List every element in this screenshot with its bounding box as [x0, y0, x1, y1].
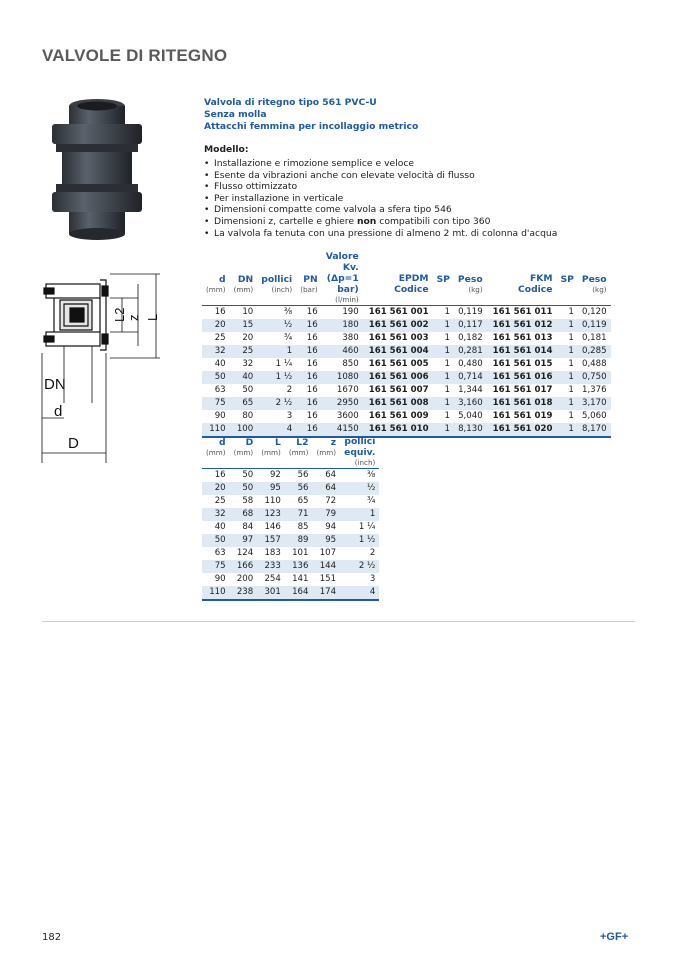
table-cell: 124: [236, 548, 254, 558]
table-cell: 3,170: [578, 397, 611, 410]
table-cell: 151: [319, 574, 337, 584]
col-header: SP: [556, 251, 577, 306]
table-cell: 0,285: [578, 345, 611, 358]
table-cell: 161 561 007: [368, 385, 429, 395]
table-cell: 16: [296, 319, 322, 332]
table-cell: 1: [433, 319, 454, 332]
model-bullet: • La valvola fa tenuta con una pressione di almeno 2 mt. di colonna d'acqua: [204, 228, 557, 240]
table-cell: 84: [242, 522, 254, 532]
table-cell: 5,060: [581, 411, 607, 421]
table-cell: 0,281: [454, 345, 487, 358]
table-cell: 107: [319, 548, 337, 558]
table-cell: 32: [202, 508, 230, 521]
table-cell: 1 ½: [340, 534, 379, 547]
table-cell: 32: [202, 345, 230, 358]
model-bullet: • Dimensioni compatte come valvola a sfera tipo 546: [204, 204, 557, 216]
model-bullets: [204, 158, 557, 239]
table-cell: 56: [285, 482, 313, 495]
table-cell: 0,488: [581, 359, 607, 369]
table-cell: 1: [433, 345, 454, 358]
table-cell: 90: [214, 574, 226, 584]
table-cell: 2: [369, 548, 376, 558]
table-row: [202, 384, 611, 397]
table-row: [202, 573, 379, 586]
intro-block: [204, 97, 418, 133]
table-cell: 110: [202, 586, 230, 600]
col-header: Peso (kg): [454, 251, 487, 306]
col-header: d (mm): [202, 251, 230, 306]
table-row: [202, 306, 611, 320]
col-header: D (mm): [230, 436, 258, 469]
model-bullet: • Installazione e rimozione semplice e veloce: [204, 158, 557, 170]
table-cell: 161 561 019: [492, 411, 553, 421]
table-cell: ⅜: [283, 307, 293, 317]
table-cell: 161 561 003: [368, 333, 429, 343]
col-header: EPDM Codice: [363, 251, 433, 306]
drawing-label-z: z: [126, 314, 141, 321]
table-cell: ½: [257, 319, 296, 332]
table-cell: 8,130: [454, 423, 487, 437]
table-cell: 16: [306, 307, 318, 317]
table-row: [202, 410, 611, 423]
intro-line-2: Senza molla: [204, 109, 267, 120]
table-cell: 16: [214, 307, 226, 317]
table-cell: 0,750: [578, 371, 611, 384]
drawing-label-d: d: [54, 403, 63, 420]
table-cell: 50: [242, 470, 254, 480]
table-cell: 1: [556, 397, 577, 410]
model-heading: Modello:: [204, 144, 249, 155]
table-cell: 1 ½: [257, 371, 296, 384]
table-cell: 50: [230, 482, 258, 495]
table-cell: 4: [340, 586, 379, 600]
table-cell: 1: [444, 333, 450, 343]
table-cell: 72: [325, 496, 337, 506]
table-cell: 0,714: [454, 371, 487, 384]
table-cell: 161 561 020: [487, 423, 557, 437]
table-cell: 40: [230, 371, 258, 384]
table-cell: 233: [257, 560, 285, 573]
table-cell: 4: [257, 423, 296, 437]
table-cell: 0,119: [578, 319, 611, 332]
table-cell: 161 561 005: [368, 359, 429, 369]
table-cell: 0,120: [581, 307, 607, 317]
table-cell: 65: [230, 397, 258, 410]
table-cell: 850: [342, 359, 359, 369]
table-cell: 1: [433, 371, 454, 384]
drawing-label-L2: L2: [112, 307, 127, 322]
table-cell: 1: [444, 359, 450, 369]
table-cell: 161 561 016: [487, 371, 557, 384]
col-header: L2 (mm): [285, 436, 313, 469]
table-cell: 3600: [336, 411, 359, 421]
table-cell: ⅜: [367, 470, 376, 480]
table-cell: 4150: [322, 423, 363, 437]
table-row: [202, 495, 379, 508]
table-cell: 32: [242, 359, 254, 369]
table-cell: 174: [313, 586, 341, 600]
table-cell: 161 561 011: [492, 307, 553, 317]
table-row: [202, 547, 379, 560]
table-cell: 80: [242, 411, 254, 421]
table-cell: 50: [242, 385, 254, 395]
table-cell: 1: [444, 307, 450, 317]
table-cell: 64: [313, 482, 341, 495]
table-cell: 238: [230, 586, 258, 600]
intro-line-3: Attacchi femmina per incollaggio metrico: [204, 121, 419, 132]
table-cell: 16: [296, 345, 322, 358]
table-cell: 164: [285, 586, 313, 600]
col-header: SP: [433, 251, 454, 306]
table-cell: 123: [257, 508, 285, 521]
table-cell: 85: [297, 522, 309, 532]
table-cell: 89: [285, 534, 313, 547]
table-row: [202, 560, 379, 573]
table-cell: 40: [214, 522, 226, 532]
page-title: VALVOLE DI RITEGNO: [42, 46, 228, 65]
table-row: [202, 534, 379, 547]
table-row: [202, 482, 379, 495]
table-cell: 97: [230, 534, 258, 547]
table-cell: 136: [285, 560, 313, 573]
table-cell: 161 561 008: [363, 397, 433, 410]
col-header: L (mm): [257, 436, 285, 469]
table-cell: 3: [286, 411, 293, 421]
table-cell: 161 561 013: [492, 333, 553, 343]
table-cell: 110: [202, 423, 230, 437]
table-row: [202, 345, 611, 358]
table-cell: 1: [444, 411, 450, 421]
table-cell: 2950: [322, 397, 363, 410]
table-cell: 1: [257, 345, 296, 358]
table-cell: 16: [306, 359, 318, 369]
table-cell: 63: [214, 548, 226, 558]
table-cell: 16: [296, 371, 322, 384]
table-cell: 16: [306, 411, 318, 421]
table-cell: 3,160: [454, 397, 487, 410]
table-cell: 101: [292, 548, 309, 558]
valve-photo: [42, 96, 152, 244]
table-row: [202, 397, 611, 410]
table-cell: 2 ½: [257, 397, 296, 410]
table-cell: 79: [313, 508, 341, 521]
table-cell: 16: [296, 423, 322, 437]
table-cell: 20: [202, 319, 230, 332]
table-cell: 3: [369, 574, 376, 584]
table-cell: 0,480: [458, 359, 483, 369]
intro-line-1: Valvola di ritegno tipo 561 PVC-U: [204, 97, 377, 108]
table-cell: 161 561 015: [492, 359, 553, 369]
col-header: pollici (inch): [257, 251, 296, 306]
table-cell: 200: [236, 574, 254, 584]
table-cell: 1670: [336, 385, 359, 395]
table-cell: 16: [306, 385, 318, 395]
table-row: [202, 508, 379, 521]
table-cell: 161 561 018: [487, 397, 557, 410]
table-cell: 161 561 012: [487, 319, 557, 332]
table-row: [202, 521, 379, 534]
col-header: DN (mm): [230, 251, 258, 306]
table-cell: 16: [296, 397, 322, 410]
table-cell: 2: [286, 385, 293, 395]
dimensions-table: [202, 436, 379, 601]
table-cell: 16: [306, 333, 318, 343]
table-cell: 1,344: [458, 385, 483, 395]
table-cell: 2 ½: [340, 560, 379, 573]
table-cell: 63: [214, 385, 226, 395]
table-cell: 95: [313, 534, 341, 547]
col-header: Peso (kg): [578, 251, 611, 306]
table-cell: 68: [230, 508, 258, 521]
table-cell: 0,181: [581, 333, 607, 343]
table-cell: 161 561 001: [368, 307, 429, 317]
table-cell: 183: [264, 548, 281, 558]
table-cell: 1: [568, 333, 574, 343]
table-cell: 92: [269, 470, 281, 480]
table-cell: 1: [433, 397, 454, 410]
table-cell: 0,117: [454, 319, 487, 332]
table-cell: 1080: [322, 371, 363, 384]
table-cell: 157: [257, 534, 285, 547]
table-row: [202, 586, 379, 600]
table-cell: 58: [242, 496, 254, 506]
table-row: [202, 469, 379, 483]
table-cell: 75: [202, 560, 230, 573]
table-cell: 1: [340, 508, 379, 521]
table-row: [202, 423, 611, 437]
table-cell: 1: [556, 345, 577, 358]
model-block: [204, 144, 557, 239]
table-cell: 10: [242, 307, 254, 317]
col-header: pollici equiv. (inch): [340, 436, 379, 469]
divider: [42, 621, 635, 622]
table-cell: 1,376: [581, 385, 607, 395]
table-cell: 0,119: [458, 307, 483, 317]
table-cell: 1: [568, 307, 574, 317]
table-cell: 71: [285, 508, 313, 521]
col-header: PN (bar): [296, 251, 322, 306]
table-cell: 301: [257, 586, 285, 600]
model-bullet: • Dimensioni z, cartelle e ghiere non compatibili con tipo 360: [204, 216, 557, 228]
table-cell: 20: [202, 482, 230, 495]
table-cell: ½: [340, 482, 379, 495]
gf-logo: +GF+: [600, 931, 629, 943]
drawing-label-L: L: [145, 313, 160, 321]
table-cell: 161 561 017: [492, 385, 553, 395]
table-cell: 380: [342, 333, 359, 343]
table-cell: 180: [322, 319, 363, 332]
product-codes-table: [202, 251, 611, 438]
table-cell: 166: [230, 560, 258, 573]
table-cell: 161 561 010: [363, 423, 433, 437]
table-cell: 110: [264, 496, 281, 506]
drawing-label-dn: DN: [44, 376, 66, 393]
table-cell: 460: [322, 345, 363, 358]
table-cell: 161 561 014: [487, 345, 557, 358]
table-cell: 64: [325, 470, 337, 480]
table-cell: 20: [242, 333, 254, 343]
page-number: 182: [42, 932, 62, 943]
table-cell: 25: [214, 496, 226, 506]
table-cell: 95: [257, 482, 285, 495]
table-cell: 90: [214, 411, 226, 421]
table-cell: 1: [556, 319, 577, 332]
table-cell: 8,170: [578, 423, 611, 437]
table-row: [202, 319, 611, 332]
table-cell: 161 561 004: [363, 345, 433, 358]
table-cell: 144: [313, 560, 341, 573]
table-cell: 161 561 009: [368, 411, 429, 421]
table-cell: 25: [214, 333, 226, 343]
table-cell: 0,182: [458, 333, 483, 343]
table-cell: ¾: [367, 496, 376, 506]
col-header: FKM Codice: [487, 251, 557, 306]
table-cell: 146: [264, 522, 281, 532]
drawing-label-D: D: [68, 435, 79, 452]
table-cell: 1 ¼: [275, 359, 293, 369]
table-cell: 16: [214, 470, 226, 480]
table-cell: 1: [444, 385, 450, 395]
table-cell: 50: [202, 371, 230, 384]
col-header: d (mm): [202, 436, 230, 469]
table-cell: 25: [230, 345, 258, 358]
table-row: [202, 358, 611, 371]
table-cell: 5,040: [458, 411, 483, 421]
table-cell: 141: [292, 574, 309, 584]
col-header: Valore Kv. (Δp=1 bar) (l/min): [322, 251, 363, 306]
table-cell: 161 561 002: [363, 319, 433, 332]
model-bullet: • Per installazione in verticale: [204, 193, 557, 205]
table-cell: 65: [297, 496, 309, 506]
table-cell: ¾: [283, 333, 293, 343]
model-bullet: • Esente da vibrazioni anche con elevate velocità di flusso: [204, 170, 557, 182]
table-cell: 50: [202, 534, 230, 547]
table-cell: 1: [556, 371, 577, 384]
table-cell: 161 561 006: [363, 371, 433, 384]
table-cell: 1: [433, 423, 454, 437]
table-cell: 56: [297, 470, 309, 480]
table-cell: 100: [230, 423, 258, 437]
table-cell: 1: [568, 385, 574, 395]
table-cell: 1 ¼: [358, 522, 376, 532]
col-header: z (mm): [313, 436, 341, 469]
table-cell: 1: [568, 411, 574, 421]
table-cell: 1: [568, 359, 574, 369]
valve-drawing: [40, 258, 175, 468]
table-cell: 190: [342, 307, 359, 317]
model-bullet: • Flusso ottimizzato: [204, 181, 557, 193]
table-cell: 75: [202, 397, 230, 410]
table-cell: 254: [264, 574, 281, 584]
table-cell: 40: [214, 359, 226, 369]
table-cell: 94: [325, 522, 337, 532]
table-row: [202, 332, 611, 345]
table-cell: 1: [556, 423, 577, 437]
table-cell: 15: [230, 319, 258, 332]
table-row: [202, 371, 611, 384]
